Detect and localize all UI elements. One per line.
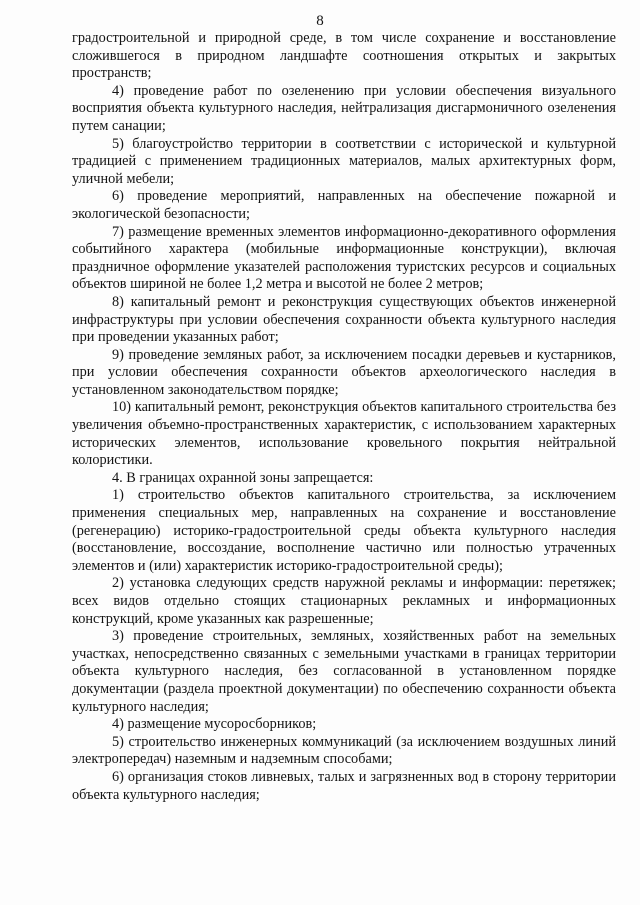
paragraph-item-7-temporary-elements: 7) размещение временных элементов информационно-декоративного оформления событийного характера (мобильные информационные конструкции), включая праздничное оформление указателей расположения туристских ресурсов и социальных объектов шириной не более 1,2 метра и высотой не более 2 метров; bbox=[72, 223, 616, 293]
page-number: 8 bbox=[316, 13, 324, 29]
paragraph-prohibition-5-utilities: 5) строительство инженерных коммуникаций (за исключением воздушных линий электропередач) наземным и надземным способами; bbox=[72, 733, 616, 768]
paragraph-prohibition-6-drainage: 6) организация стоков ливневых, талых и загрязненных вод в сторону территории объекта культурного наследия; bbox=[72, 768, 616, 803]
section-heading-prohibitions: 4. В границах охранной зоны запрещается: bbox=[112, 469, 374, 486]
paragraph-item-4-greening: 4) проведение работ по озеленению при условии обеспечения визуального восприятия объекта культурного наследия, нейтрализация дисгармоничного озеленения путем санации; bbox=[72, 82, 616, 134]
paragraph-prohibition-4-bins: 4) размещение мусоросборников; bbox=[112, 716, 317, 733]
paragraph-item-5-landscaping: 5) благоустройство территории в соответствии с исторической и культурной традицией с применением традиционных материалов, малых архитектурных форм, уличной мебели; bbox=[72, 135, 616, 187]
paragraph-prohibition-3-works: 3) проведение строительных, земляных, хозяйственных работ на земельных участках, непосредственно связанных с земельными участками в границах территории объекта культурного наследия, без согласованной в установленном порядке документации (раздела проектной документации) по обеспечению сохранности объекта культурного наследия; bbox=[72, 628, 616, 715]
paragraph-prohibition-2-advertising: 2) установка следующих средств наружной рекламы и информации: перетяжек; всех видов отдельно стоящих стационарных рекламных и информационных конструкций, кроме указанных как разрешенные; bbox=[72, 575, 616, 627]
paragraph-item-8-infrastructure: 8) капитальный ремонт и реконструкция существующих объектов инженерной инфраструктуры при условии обеспечения сохранности объекта культурного наследия при проведении указанных работ; bbox=[72, 293, 616, 346]
paragraph-continuation: градостроительной и природной среде, в том числе сохранение и восстановление сложившегося в природном ландшафте соотношения открытых и закрытых пространств; bbox=[72, 30, 616, 82]
paragraph-item-9-earthworks: 9) проведение земляных работ, за исключением посадки деревьев и кустарников, при условии обеспечения сохранности объектов археологического наследия в установленном законодательством порядке; bbox=[72, 346, 616, 398]
document-body bbox=[72, 30, 616, 804]
paragraph-prohibition-1-construction: 1) строительство объектов капитального строительства, за исключением применения специальных мер, направленных на сохранение и восстановление (регенерацию) историко-градостроительной среды объекта культурного наследия (восстановление, воссоздание, восполнение частично или полностью утраченных элементов и (или) характеристик историко-градостроительной среды); bbox=[72, 487, 616, 574]
paragraph-item-6-safety: 6) проведение мероприятий, направленных на обеспечение пожарной и экологической безопасности; bbox=[72, 188, 616, 222]
paragraph-item-10-renovation: 10) капитальный ремонт, реконструкция объектов капитального строительства без увеличения объемно-пространственных характеристик, с использованием характерных исторических элементов, использование кровельного покрытия нейтральной колористики. bbox=[72, 399, 616, 469]
